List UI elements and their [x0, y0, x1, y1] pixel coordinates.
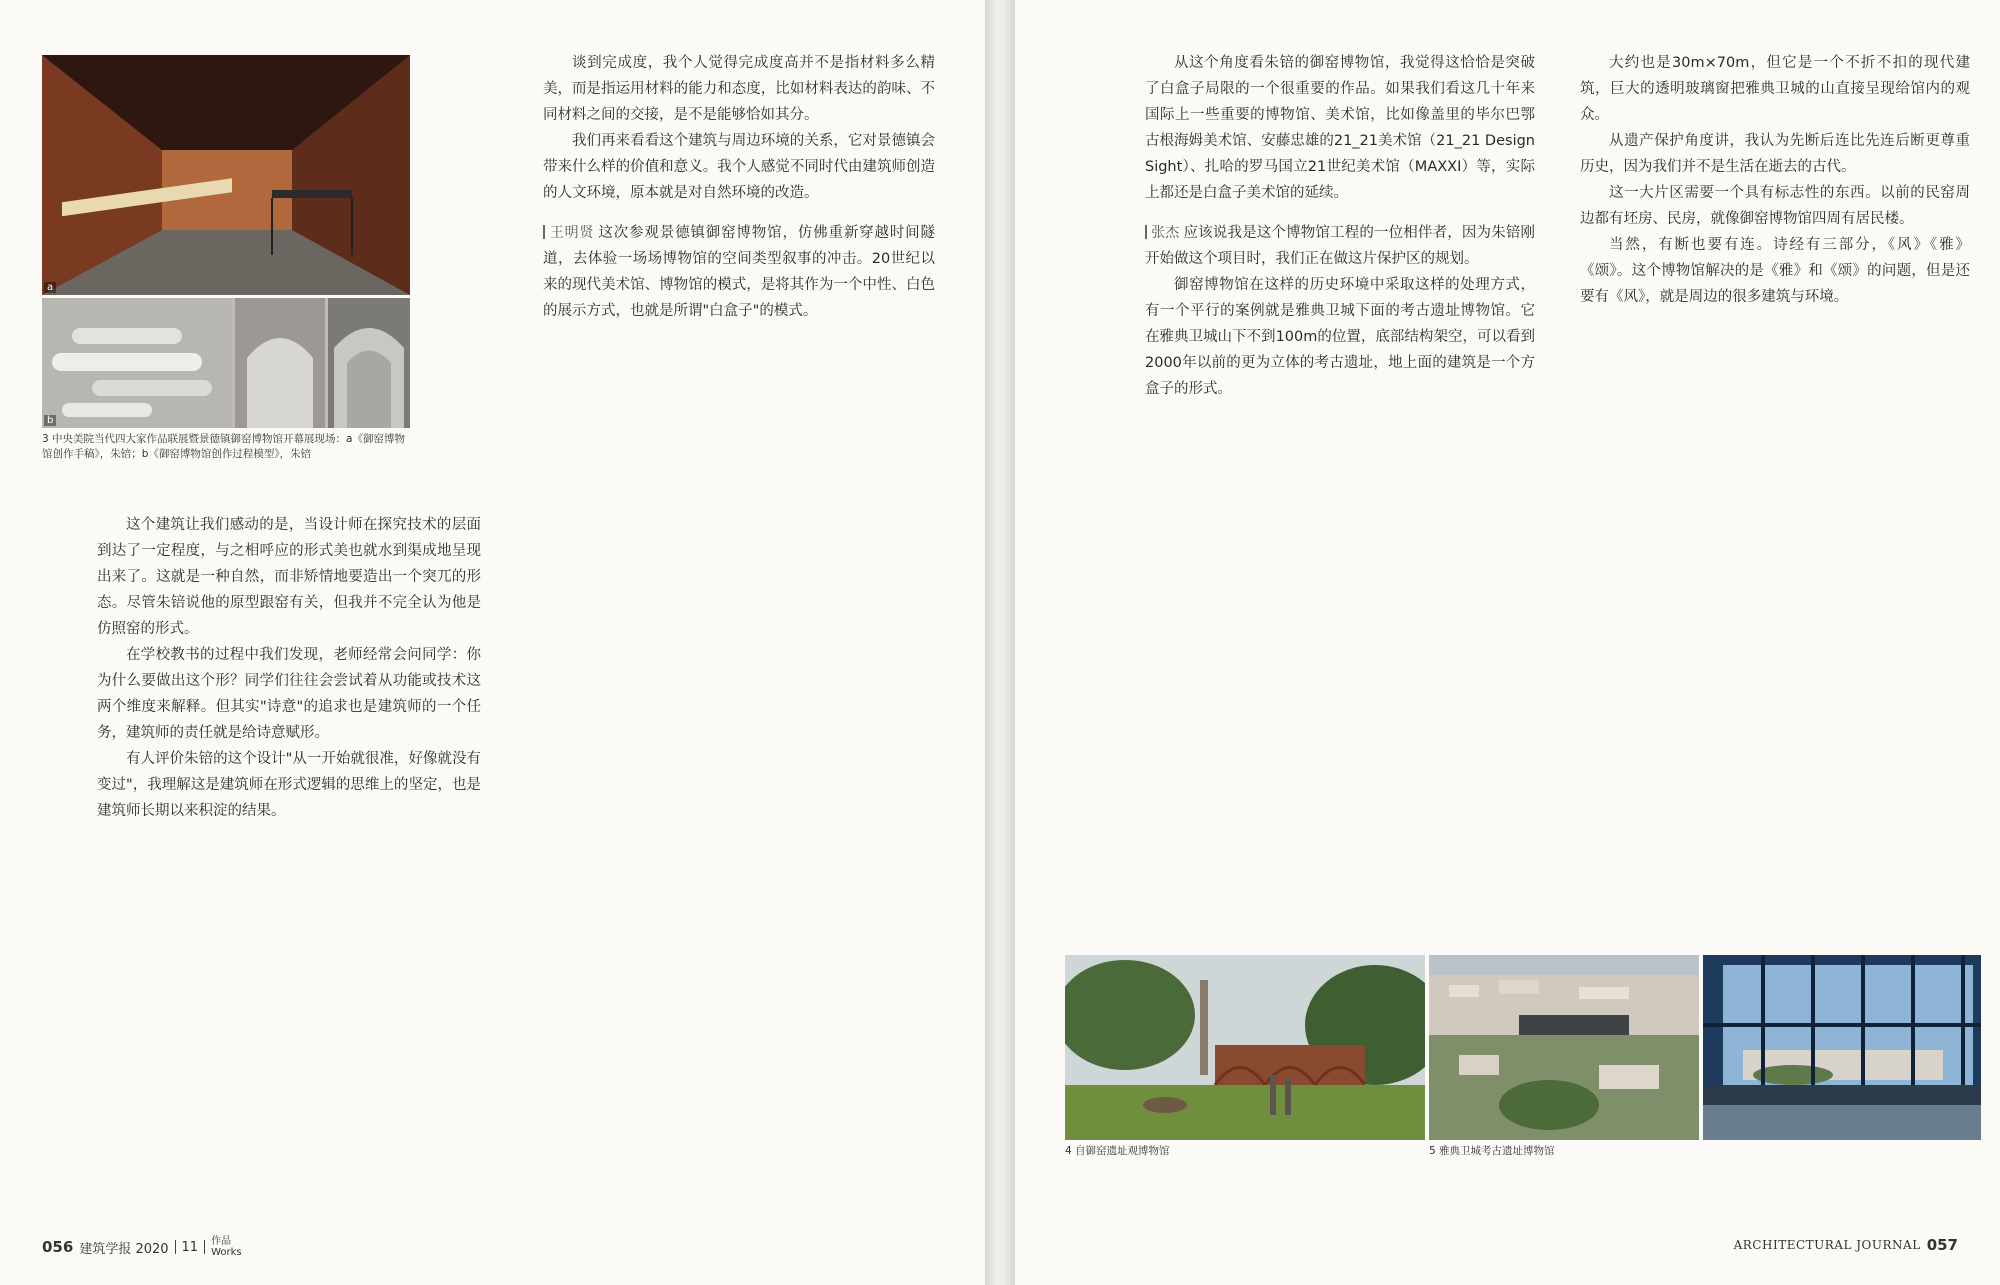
left-page	[0, 0, 985, 1285]
speaker-text: 这次参观景德镇御窑博物馆，仿佛重新穿越时间隧道，去体验一场场博物馆的空间类型叙事的冲击。20世纪以来的现代美术馆、博物馆的模式，是将其作为一个中性、白色的展示方式，也就是所谓"白盒子"的模式。	[543, 225, 935, 319]
paragraph: 在学校教书的过程中我们发现，老师经常会问同学：你为什么要做出这个形？同学们往往会尝试着从功能或技术这两个维度来解释。但其实"诗意"的追求也是建筑师的一个任务，建筑师的责任就是给诗意赋形。	[97, 647, 481, 741]
section-en: Works	[211, 1247, 242, 1258]
paragraph: 这个建筑让我们感动的是，当设计师在探究技术的层面到达了一定程度，与之相呼应的形式美也就水到渠成地呈现出来了。这就是一种自然，而非矫情地要造出一个突兀的形态。尽管朱锫说他的原型跟窑有关，但我并不完全认为他是仿照窑的形式。	[97, 517, 481, 637]
paragraph: 这一大片区需要一个具有标志性的东西。以前的民窑周边都有坯房、民房，就像御窑博物馆四周有居民楼。	[1580, 185, 1970, 227]
figure-4-photo	[1065, 955, 1425, 1140]
speaker-marker	[1145, 225, 1147, 239]
journal-name-en: ARCHITECTURAL JOURNAL	[1733, 1238, 1921, 1252]
model-image	[42, 298, 410, 428]
figure-4-caption: 4 自御窑遗址观博物馆	[1065, 1145, 1170, 1157]
right-column-2	[1580, 50, 1970, 950]
page-number: 057	[1926, 1236, 1958, 1254]
speaker-name: 张杰	[1151, 225, 1180, 241]
figure-3b-photo	[42, 298, 410, 428]
issue-number: 11	[181, 1239, 199, 1255]
speaker-name: 王明贤	[549, 225, 595, 241]
journal-name: 建筑学报 2020	[79, 1241, 169, 1257]
folio-left	[42, 1236, 242, 1258]
right-column-1	[1145, 50, 1535, 950]
figure-5a-photo	[1429, 955, 1699, 1140]
divider	[204, 1240, 205, 1254]
figure-3a-label: a	[44, 282, 56, 293]
glass-facade-view-image	[1703, 955, 1981, 1140]
section-label	[211, 1236, 242, 1258]
left-column-1	[97, 512, 481, 1152]
speaker-marker	[543, 225, 545, 239]
exhibition-hall-image	[42, 55, 410, 295]
paragraph: 从遗产保护角度讲，我认为先断后连比先连后断更尊重历史，因为我们并不是生活在逝去的古代。	[1580, 133, 1970, 175]
figure-5-caption: 5 雅典卫城考古遗址博物馆	[1429, 1145, 1555, 1157]
divider	[175, 1240, 176, 1254]
paragraph: 从这个角度看朱锫的御窑博物馆，我觉得这恰恰是突破了白盒子局限的一个很重要的作品。如果我们看这几十年来国际上一些重要的博物馆、美术馆，比如像盖里的毕尔巴鄂古根海姆美术馆、安藤忠雄的21_21美术馆（21_21 Design Sight）、扎哈的罗马国立21世纪美术馆（MAXXI）等，实际上都还是白盒子美术馆的延续。	[1145, 55, 1535, 201]
figure-3b-label: b	[44, 415, 56, 426]
paragraph: 大约也是30m×70m，但它是一个不折不扣的现代建筑，巨大的透明玻璃窗把雅典卫城的山直接呈现给馆内的观众。	[1580, 55, 1970, 123]
page-number: 056	[42, 1238, 74, 1256]
figure-3-caption: 3 中央美院当代四大家作品联展暨景德镇御窑博物馆开幕展现场：a《御窑博物馆创作手稿》，朱锫；b《御窑博物馆创作过程模型》，朱锫	[42, 433, 405, 460]
speaker-paragraph	[1145, 220, 1535, 272]
paragraph: 当然，有断也要有连。诗经有三部分，《风》《雅》《颂》。这个博物馆解决的是《雅》和《颂》的问题，但是还要有《风》，就是周边的很多建筑与环境。	[1580, 237, 1970, 305]
paragraph: 御窑博物馆在这样的历史环境中采取这样的处理方式，有一个平行的案例就是雅典卫城下面的考古遗址博物馆。它在雅典卫城山下不到100m的位置，底部结构架空，可以看到2000年以前的更为立体的考古遗址，地上面的建筑是一个方盒子的形式。	[1145, 277, 1535, 397]
speaker-paragraph	[543, 220, 935, 324]
left-column-2	[543, 50, 935, 1145]
paragraph: 我们再来看看这个建筑与周边环境的关系，它对景德镇会带来什么样的价值和意义。我个人感觉不同时代由建筑师创造的人文环境，原本就是对自然环境的改造。	[543, 133, 935, 201]
paragraph: 谈到完成度，我个人觉得完成度高并不是指材料多么精美，而是指运用材料的能力和态度，比如材料表达的韵味、不同材料之间的交接，是不是能够恰如其分。	[543, 55, 935, 123]
spine-gutter	[985, 0, 1015, 1285]
right-page	[1015, 0, 2000, 1285]
section-cn: 作品	[211, 1236, 232, 1247]
folio-right	[1734, 1236, 1958, 1254]
athens-city-image	[1429, 955, 1699, 1140]
speaker-text: 应该说我是这个博物馆工程的一位相伴者，因为朱锫刚开始做这个项目时，我们正在做这片保护区的规划。	[1145, 225, 1535, 267]
figure-5b-photo	[1703, 955, 1981, 1140]
figure-3a-photo	[42, 55, 410, 295]
paragraph: 有人评价朱锫的这个设计"从一开始就很准，好像就没有变过"，我理解这是建筑师在形式逻辑的思维上的坚定，也是建筑师长期以来积淀的结果。	[97, 751, 481, 819]
museum-site-image	[1065, 955, 1425, 1140]
